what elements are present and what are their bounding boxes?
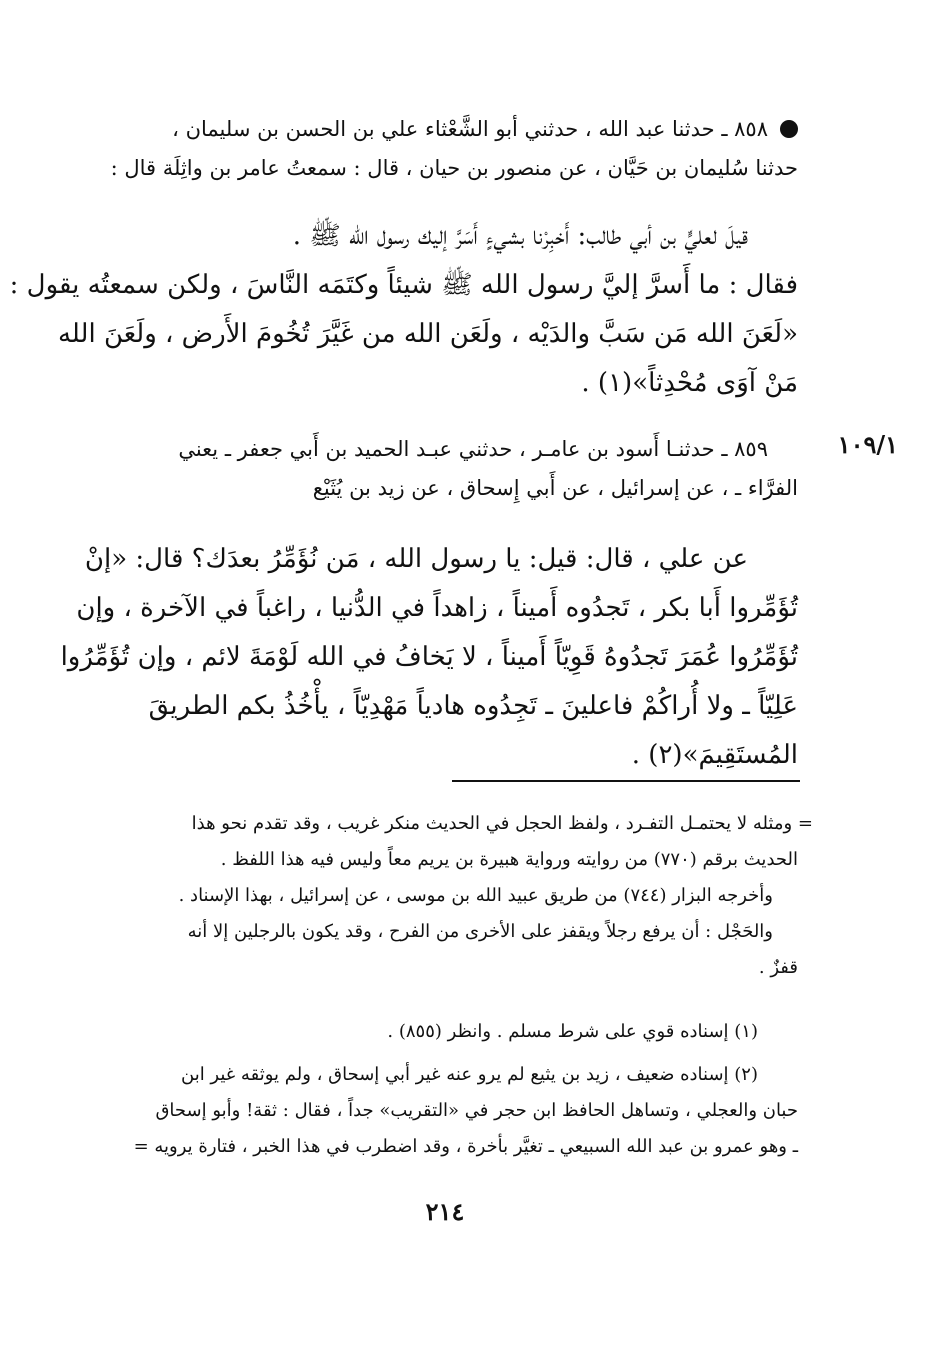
footnote-continued-line-2: الحديث برقم (٧٧٠) من روايته ورواية هبيرة بن يريم معاً وليس فيه هذا اللفظ . [220, 849, 798, 870]
hadith-859-line-3: تُؤَمِّرُوا عُمَرَ تَجدُوهُ قَوِيّاً أَميناً ، لا يَخافُ في الله لَوْمَةَ لائم ، وإن تُؤَمِّرُوا [60, 642, 798, 672]
hadith-859-line-1: عن علي ، قال: قيل: يا رسول الله ، مَن نُؤَمِّرُ بعدَك؟ قال: «إنْ [84, 544, 748, 574]
footnote-2-line-3: ـ وهو عمرو بن عبد الله السبيعي ـ تغيَّر بأخرة ، وقد اضطرب في هذا الخبر ، فتارة يرويه = [133, 1136, 798, 1157]
hadith-858-line-2: فقال : ما أَسرَّ إليَّ رسول الله ﷺ شيئاً وكتَمَه النَّاسَ ، ولكن سمعتُه يقول : [9, 270, 798, 300]
page-number: ٢١٤ [425, 1197, 465, 1226]
hadith-858-line-4: مَنْ آوَى مُحْدِثاً»(١) . [581, 368, 798, 398]
hadith-859-line-4: عَلِيّاً ـ ولا أُراكُمْ فاعلينَ ـ تَجِدُوه هادياً مَهْدِيّاً ، يأْخُذُ بكم الطريقَ [148, 691, 798, 721]
hadith-859-header-line-1: ٨٥٩ ـ حدثنـا أَسود بن عامـر ، حدثني عبـد الحميد بن أَبي جعفر ـ يعني [178, 437, 768, 461]
footnote-hajal-line-1: والحَجْل : أن يرفع رجلاً ويقفز على الأخرى من الفرح ، وقد يكون بالرجلين إلا أنه [187, 921, 773, 942]
margin-reference: ١٠٩/١ [837, 430, 898, 459]
footnote-continued-line-1: = ومثله لا يحتمـل التفـرد ، ولفظ الحجل في الحديث منكر غريب ، وقد تقدم نحو هذا [191, 813, 813, 834]
hadith-859-text [60, 535, 798, 780]
hadith-859-header [98, 430, 798, 508]
footnote-2-line-1: (٢) إسناده ضعيف ، زيد بن يثيع لم يرو عنه غير أبي إسحاق ، ولم يوثقه غير ابن [181, 1064, 758, 1085]
hadith-858-text [9, 212, 798, 408]
footnote-hajal-line-2: قفزٌ . [758, 957, 798, 978]
hadith-858-line-3: «لَعَنَ الله مَن سَبَّ والدَيْه ، ولَعَن الله من غَيَّرَ تُخُومَ الأَرض ، ولَعَنَ الله [57, 319, 798, 349]
footnote-2-line-2: حبان والعجلي ، وتساهل الحافظ ابن حجر في «التقريب» جداً ، فقال : ثقة! وأبو إسحاق [155, 1100, 798, 1121]
footnote-separator [452, 780, 800, 782]
hadith-858-header [98, 110, 768, 149]
footnote-2 [98, 1057, 813, 1165]
hadith-858-line-1: قيلَ لعليٍّ بن أبي طالب: أَخبِرْنا بشيءٍ أَسَرَّ إليك رسول الله ﷺ . [292, 221, 748, 251]
hadith-859-line-2: تُؤَمِّروا أَبا بكر ، تَجدُوه أَميناً ، زاهداً في الدُّنيا ، راغباً في الآخرة ، وإن [76, 593, 798, 623]
hadith-859-header-line-2: الفرَّاء ـ ، عن إسرائيل ، عن أَبي إِسحاق ، عن زيد بن يُثَيْع [312, 476, 798, 500]
footnote-bazzar: وأخرجه البزار (٧٤٤) من طريق عبيد الله بن موسى ، عن إسرائيل ، بهذا الإسناد . [178, 885, 773, 906]
hadith-858-header-line-1: ٨٥٨ ـ حدثنا عبد الله ، حدثني أبو الشَّعْثاء علي بن الحسن بن سليمان ، [172, 117, 768, 141]
hadith-859-line-5: المُستَقِيمَ»(٢) . [631, 740, 798, 770]
hadith-bullet-icon [780, 120, 798, 138]
hadith-858-header-2 [98, 149, 798, 188]
footnote-1-text: (١) إسناده قوي على شرط مسلم . وانظر (٨٥٥) . [387, 1021, 758, 1042]
footnotes [98, 806, 813, 986]
hadith-858-header-line-2: حدثنا سُليمان بن حَيَّان ، عن منصور بن حيان ، قال : سمعتُ عامر بن واثِلَة قال : [110, 156, 798, 180]
footnote-1 [98, 1014, 813, 1050]
